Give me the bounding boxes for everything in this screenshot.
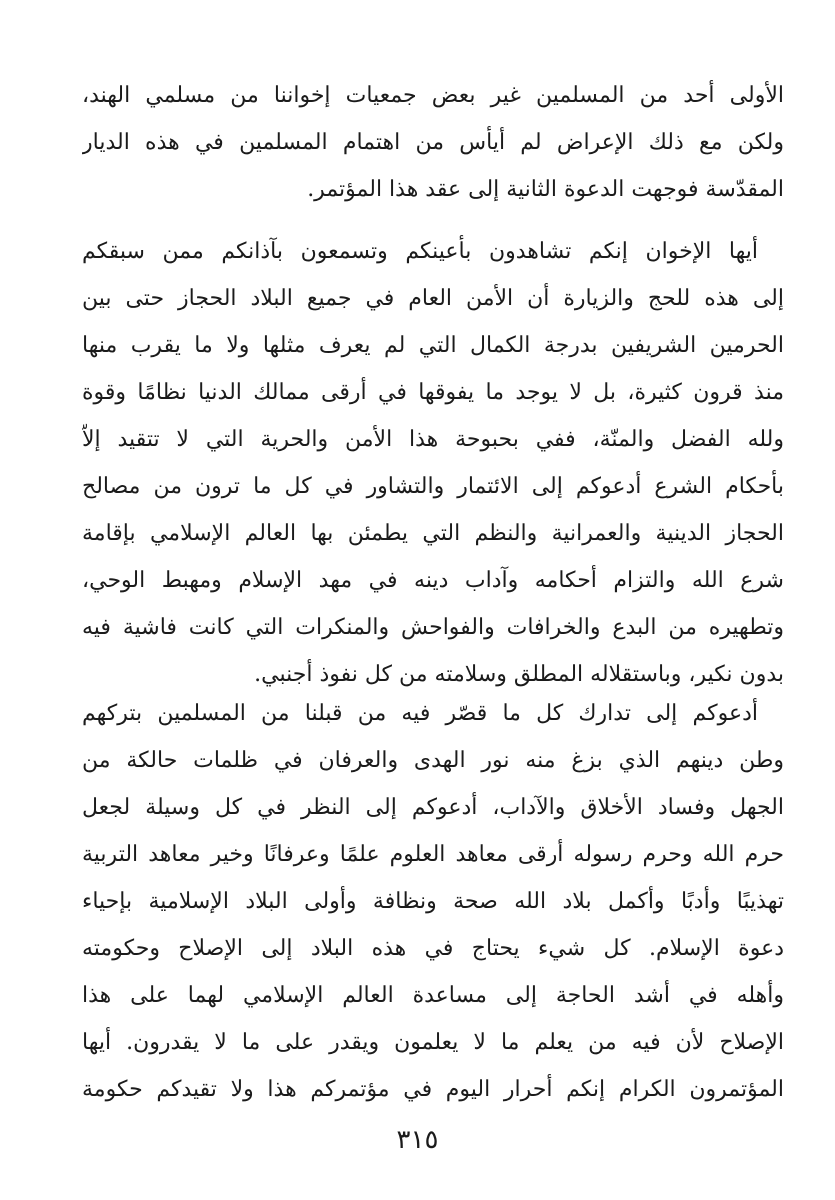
text-line: بأحكام الشرع أدعوكم إلى الائتمار والتشاور في كل ما ترون من مصالح	[82, 474, 784, 499]
text-line: وتطهيره من البدع والخرافات والفواحش والمنكرات التي كانت فاشية فيه	[82, 615, 784, 640]
text-line: الحرمين الشريفين بدرجة الكمال التي لم يعرف مثلها ولا ما يقرب منها	[82, 333, 784, 358]
text-line: أيها الإخوان إنكم تشاهدون بأعينكم وتسمعون بآذانكم ممن سبقكم	[82, 239, 758, 264]
text-line: وطن دينهم الذي بزغ منه نور الهدى والعرفان في ظلمات حالكة من	[82, 748, 784, 773]
text-line: حرم الله وحرم رسوله أرقى معاهد العلوم علمًا وعرفانًا وخير معاهد التربية	[82, 842, 784, 867]
text-line: بدون نكير، وباستقلاله المطلق وسلامته من كل نفوذ أجنبي.	[254, 662, 784, 687]
text-line: تهذيبًا وأدبًا وأكمل بلاد الله صحة ونظافة وأولى البلاد الإسلامية بإحياء	[82, 889, 784, 914]
text-line: إلى هذه للحج والزيارة أن الأمن العام في جميع البلاد الحجاز حتى بين	[82, 286, 784, 311]
text-line: المؤتمرون الكرام إنكم أحرار اليوم في مؤتمركم هذا ولا تقيدكم حكومة	[82, 1077, 784, 1102]
text-line: الأولى أحد من المسلمين غير بعض جمعيات إخواننا من مسلمي الهند،	[82, 83, 784, 108]
text-line: ولكن مع ذلك الإعراض لم أيأس من اهتمام المسلمين في هذه الديار	[82, 130, 784, 155]
text-line: الجهل وفساد الأخلاق والآداب، أدعوكم إلى النظر في كل وسيلة لجعل	[82, 795, 784, 820]
text-line: الإصلاح لأن فيه من يعلم ما لا يعلمون ويقدر على ما لا يقدرون. أيها	[82, 1030, 784, 1055]
text-line: وأهله في أشد الحاجة إلى مساعدة العالم الإسلامي لهما على هذا	[82, 983, 784, 1008]
text-line: الحجاز الدينية والعمرانية والنظم التي يطمئن بها العالم الإسلامي بإقامة	[82, 521, 784, 546]
paragraph-3	[82, 690, 784, 1113]
text-line: المقدّسة فوجهت الدعوة الثانية إلى عقد هذا المؤتمر.	[307, 177, 784, 202]
text-line: ولله الفضل والمنّة، ففي بحبوحة هذا الأمن والحرية التي لا تتقيد إلاّ	[82, 427, 784, 452]
text-line: شرع الله والتزام أحكامه وآداب دينه في مهد الإسلام ومهبط الوحي،	[82, 568, 784, 593]
text-line: منذ قرون كثيرة، بل لا يوجد ما يفوقها في أرقى ممالك الدنيا نظامًا وقوة	[82, 380, 784, 405]
text-line: دعوة الإسلام. كل شيء يحتاج في هذه البلاد إلى الإصلاح وحكومته	[82, 936, 784, 961]
paragraph-2	[82, 228, 784, 698]
page-number: ٣١٥	[396, 1125, 439, 1155]
paragraph-1	[82, 72, 784, 213]
text-line: أدعوكم إلى تدارك كل ما قصّر فيه من قبلنا من المسلمين بتركهم	[82, 701, 758, 726]
